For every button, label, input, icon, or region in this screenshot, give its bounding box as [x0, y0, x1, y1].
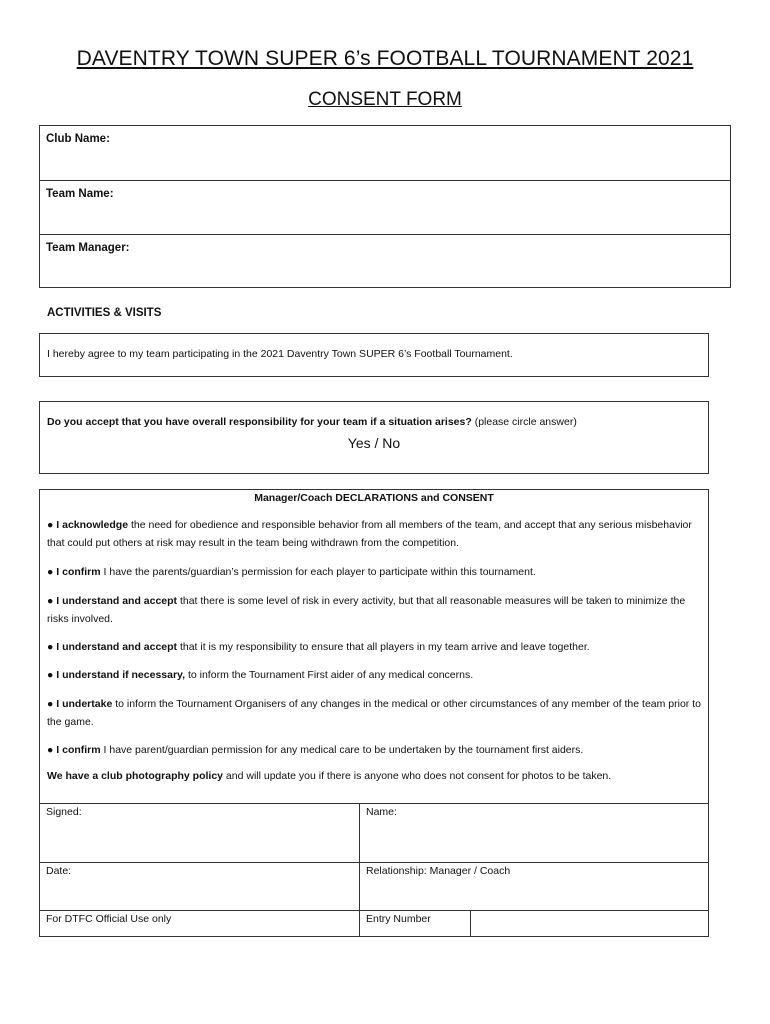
bullet-icon: ● — [47, 595, 54, 607]
relationship-field[interactable] — [360, 863, 708, 910]
entry-number-field[interactable] — [471, 911, 708, 937]
responsibility-box — [39, 401, 709, 474]
club-name-label: Club Name: — [46, 133, 110, 145]
relationship-label: Relationship: Manager / Coach — [366, 865, 511, 877]
team-manager-field[interactable] — [40, 234, 730, 288]
declaration-item — [47, 695, 701, 731]
club-name-field[interactable] — [40, 126, 730, 181]
agreement-text: I hereby agree to my team participating in the 2021 Daventry Town SUPER 6’s Football Tournament. — [47, 348, 513, 360]
declaration-text: that it is my responsibility to ensure that all players in my team arrive and leave together. — [177, 641, 590, 653]
declaration-bold: I undertake — [56, 698, 113, 710]
yes-no-answer[interactable]: Yes / No — [347, 435, 401, 451]
name-field[interactable] — [360, 804, 708, 862]
date-label: Date: — [46, 865, 72, 877]
page-title: DAVENTRY TOWN SUPER 6’s FOOTBALL TOURNAMENT 2021 — [76, 47, 694, 70]
team-name-field[interactable] — [40, 180, 730, 234]
entry-number-cell — [360, 911, 470, 937]
signed-label: Signed: — [46, 806, 82, 818]
declaration-bold: I acknowledge — [56, 519, 129, 531]
declaration-item — [47, 741, 701, 759]
declaration-item — [47, 666, 701, 684]
declaration-text: I have the parents/guardian’s permission for each player to participate within this tournament. — [100, 566, 536, 578]
responsibility-question — [47, 416, 701, 428]
declaration-text: the need for obedience and responsible behavior from all members of the team, and accept that any serious misbehavior that could put others at risk may result in the team being withdrawn from the competition. — [47, 519, 692, 549]
bullet-icon: ● — [47, 566, 54, 578]
declaration-bold: I understand and accept — [56, 641, 178, 653]
form-subtitle: CONSENT FORM — [308, 89, 462, 110]
activities-heading: ACTIVITIES & VISITS — [47, 307, 162, 319]
signed-field[interactable] — [40, 804, 359, 862]
entry-number-label: Entry Number — [366, 913, 431, 925]
declaration-bold: I confirm — [56, 566, 101, 578]
declaration-item — [47, 563, 701, 581]
bullet-icon: ● — [47, 669, 54, 681]
declaration-bold: I understand if necessary, — [56, 669, 186, 681]
agreement-box — [39, 333, 709, 377]
declaration-bold: I confirm — [56, 744, 101, 756]
bullet-icon: ● — [47, 698, 54, 710]
declaration-text: that there is some level of risk in every activity, but that all reasonable measures will be taken to minimize the risks involved. — [47, 595, 686, 625]
declaration-item — [47, 592, 701, 628]
date-field[interactable] — [40, 863, 359, 910]
team-name-label: Team Name: — [46, 188, 114, 200]
bullet-icon: ● — [47, 641, 54, 653]
declarations-box — [39, 489, 709, 805]
declaration-item — [47, 638, 701, 656]
bullet-icon: ● — [47, 519, 54, 531]
team-manager-label: Team Manager: — [46, 242, 130, 254]
declaration-bold: I understand and accept — [56, 595, 178, 607]
declaration-text: I have parent/guardian permission for any medical care to be undertaken by the tournament first aiders. — [100, 744, 584, 756]
club-details-table — [39, 125, 731, 288]
signature-grid — [39, 803, 709, 937]
official-use-label: For DTFC Official Use only — [46, 913, 172, 925]
declaration-text: to inform the Tournament First aider of any medical concerns. — [185, 669, 474, 681]
responsibility-question-bold: Do you accept that you have overall responsibility for your team if a situation arises? — [47, 416, 472, 428]
name-label: Name: — [366, 806, 397, 818]
responsibility-question-note: (please circle answer) — [471, 416, 577, 428]
declaration-item — [47, 516, 701, 552]
bullet-icon: ● — [47, 744, 54, 756]
photo-policy-text: and will update you if there is anyone who does not consent for photos to be taken. — [223, 770, 612, 782]
official-use-cell — [40, 911, 359, 937]
photo-policy-statement — [47, 767, 701, 785]
declarations-title: Manager/Coach DECLARATIONS and CONSENT — [254, 492, 494, 504]
declaration-text: to inform the Tournament Organisers of any changes in the medical or other circumstances of any member of the team prior to the game. — [47, 698, 701, 728]
photo-policy-bold: We have a club photography policy — [47, 770, 224, 782]
